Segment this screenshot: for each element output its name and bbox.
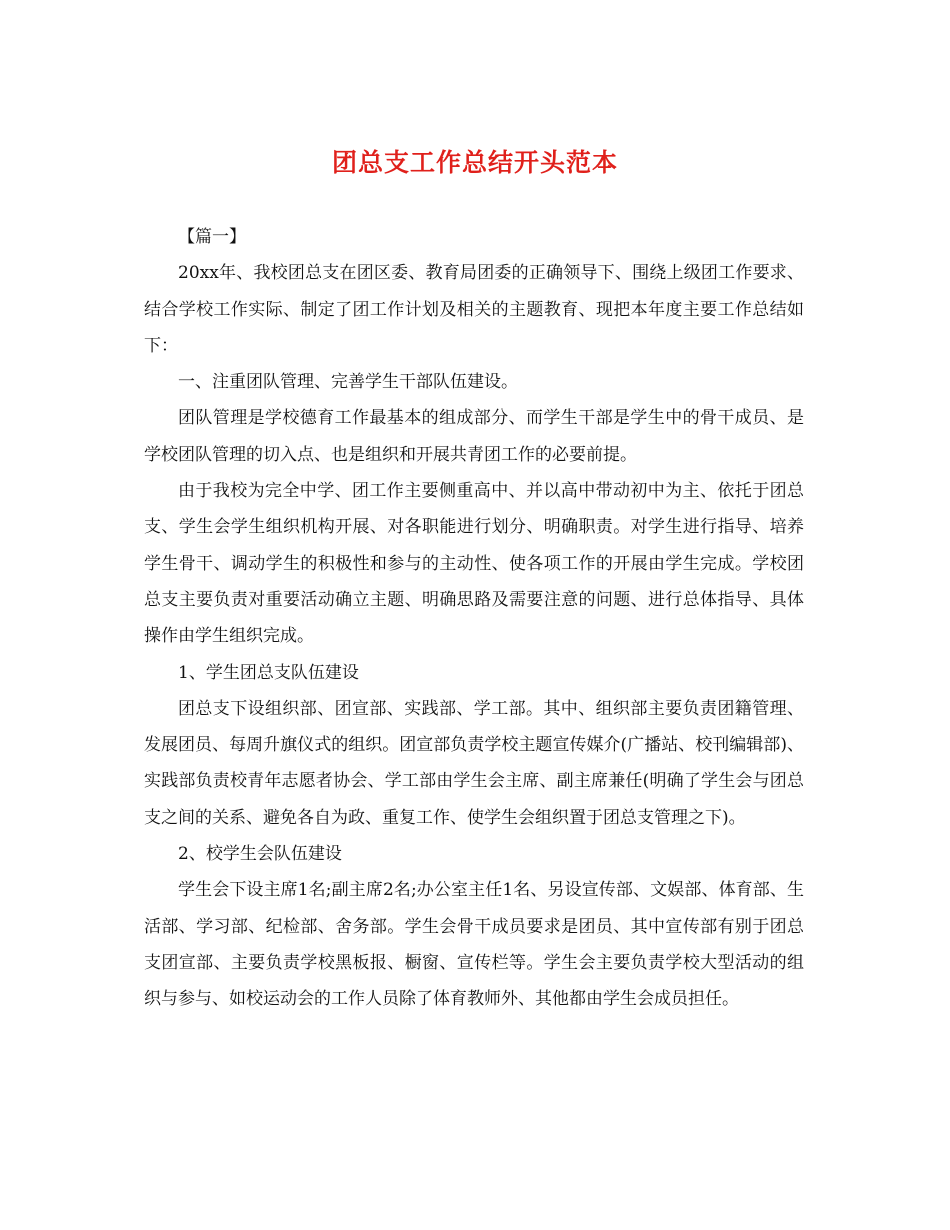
body-paragraph: 学生会下设主席1名;副主席2名;办公室主任1名、另设宣传部、文娱部、体育部、生活部、学习部、纪检部、舍务部。学生会骨干成员要求是团员、其中宣传部有别于团总支团宣部、主要负责学校黑板报、橱窗、宣传栏等。学生会主要负责学校大型活动的组织与参与、如校运动会的工作人员除了体育教师外、其他都由学生会成员担任。: [144, 880, 804, 1010]
section-heading: 一、注重团队管理、完善学生干部队伍建设。: [178, 372, 518, 393]
subsection-heading: 1、学生团总支队伍建设: [178, 662, 359, 683]
body-paragraph: 团队管理是学校德育工作最基本的组成部分、而学生干部是学生中的骨干成员、是学校团队管理的切入点、也是组织和开展共青团工作的必要前提。: [144, 408, 804, 465]
section-label: 【篇一】: [178, 227, 246, 247]
body-paragraph: 由于我校为完全中学、团工作主要侧重高中、并以高中带动初中为主、依托于团总支、学生会学生组织机构开展、对各职能进行划分、明确职责。对学生进行指导、培养学生骨干、调动学生的积极性和参与的主动性、使各项工作的开展由学生完成。学校团总支主要负责对重要活动确立主题、明确思路及需要注意的问题、进行总体指导、具体操作由学生组织完成。: [144, 481, 804, 647]
document-body: [144, 219, 804, 1018]
subsection-heading: 2、校学生会队伍建设: [178, 844, 342, 865]
document-title: 团总支工作总结开头范本: [331, 148, 618, 177]
body-paragraph: 团总支下设组织部、团宣部、实践部、学工部。其中、组织部主要负责团籍管理、发展团员、每周升旗仪式的组织。团宣部负责学校主题宣传媒介(广播站、校刊编辑部)、实践部负责校青年志愿者协会、学工部由学生会主席、副主席兼任(明确了学生会与团总支之间的关系、避免各自为政、重复工作、使学生会组织置于团总支管理之下)。: [144, 698, 804, 828]
body-paragraph: 20xx年、我校团总支在团区委、教育局团委的正确领导下、围绕上级团工作要求、结合学校工作实际、制定了团工作计划及相关的主题教育、现把本年度主要工作总结如下：: [144, 263, 804, 356]
